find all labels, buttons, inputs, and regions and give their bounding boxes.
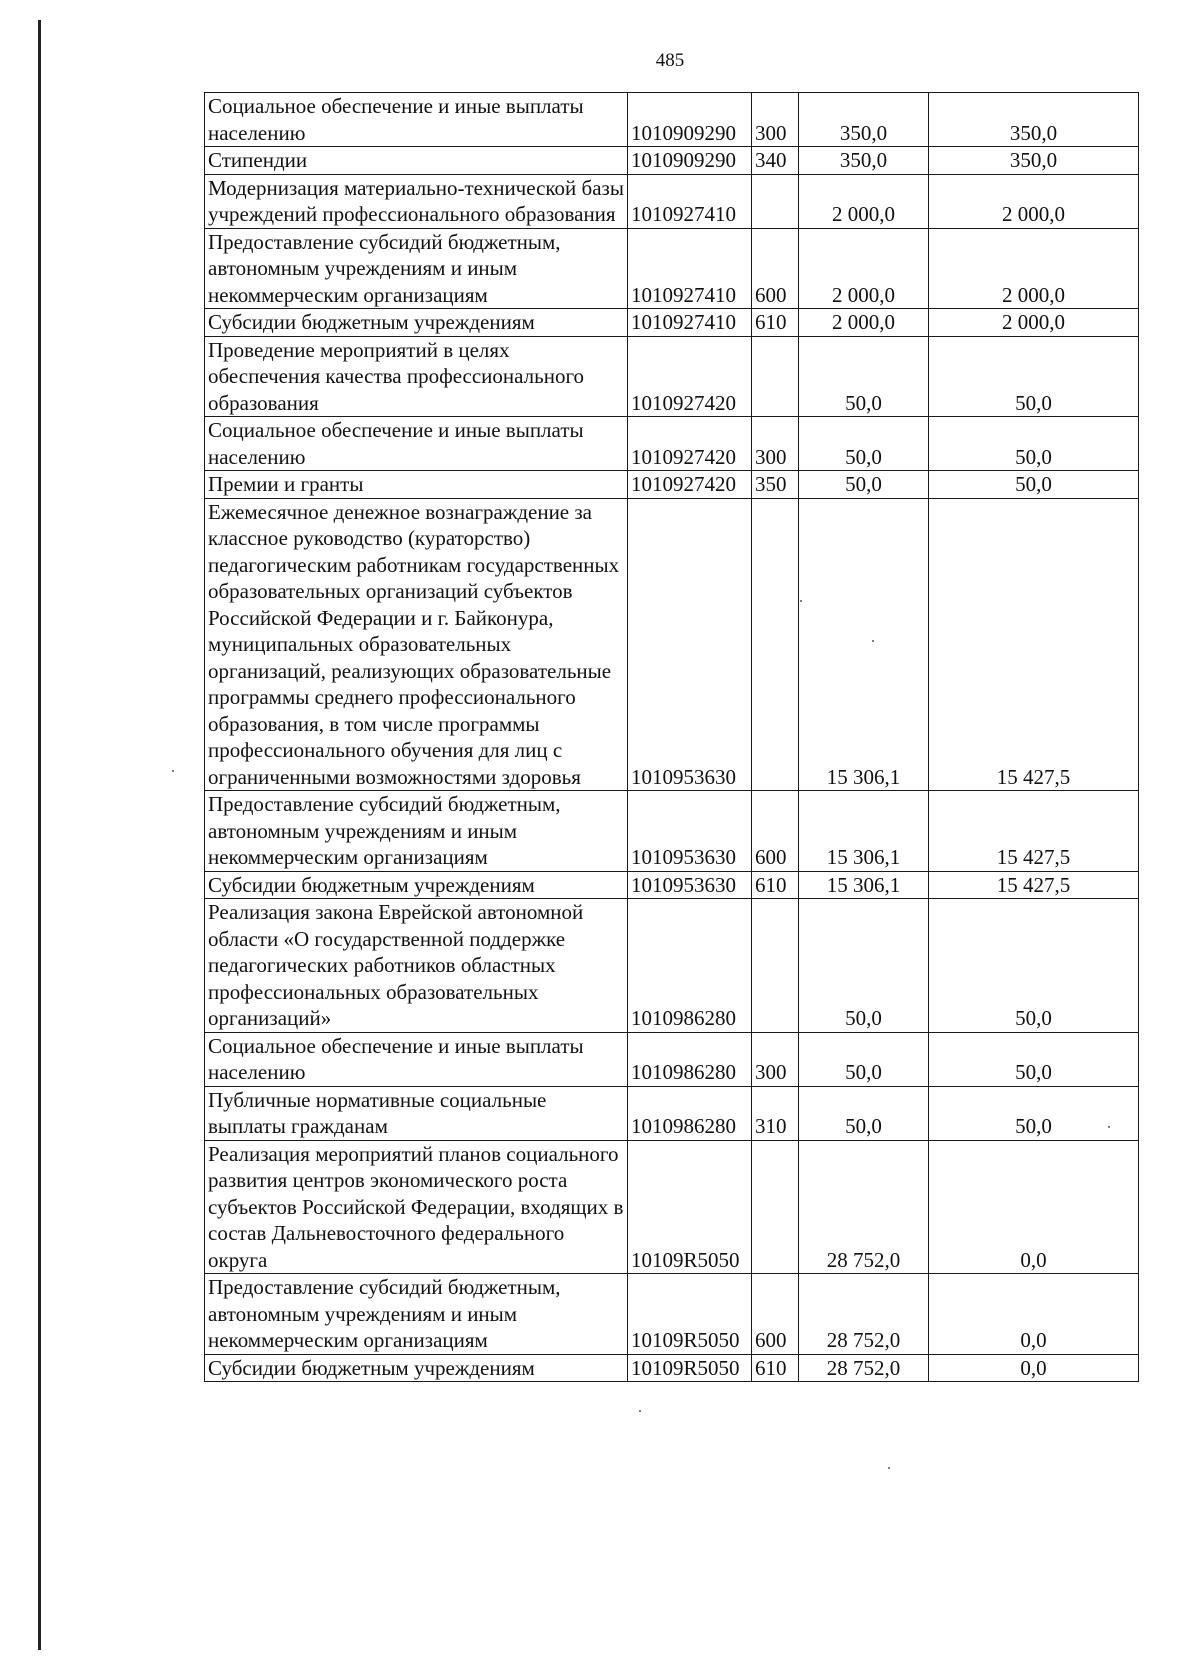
- row-name-cell: Реализация мероприятий планов социального развития центров экономического роста субъектов Российской Федерации, входящих в состав Дальневосточного федерального округа: [205, 1140, 628, 1274]
- row-value-2-cell: 15 427,5: [929, 498, 1139, 791]
- budget-table: [204, 92, 1139, 1382]
- row-value-2-cell: 50,0: [929, 336, 1139, 417]
- row-type-cell: 310: [752, 1086, 799, 1140]
- table-row: [205, 417, 1139, 471]
- row-code-cell: 10109R5050: [628, 1140, 752, 1274]
- row-code-cell: 1010953630: [628, 871, 752, 899]
- row-type-cell: [752, 174, 799, 228]
- row-value-2-cell: 0,0: [929, 1140, 1139, 1274]
- row-value-2-cell: 350,0: [929, 147, 1139, 175]
- row-code-cell: 1010927410: [628, 174, 752, 228]
- row-code-cell: 1010909290: [628, 147, 752, 175]
- row-code-cell: 1010986280: [628, 1032, 752, 1086]
- table-row: [205, 1032, 1139, 1086]
- row-value-1-cell: 350,0: [799, 93, 929, 147]
- row-value-1-cell: 50,0: [799, 417, 929, 471]
- row-type-cell: [752, 498, 799, 791]
- row-value-2-cell: 50,0: [929, 1086, 1139, 1140]
- row-type-cell: 340: [752, 147, 799, 175]
- row-code-cell: 1010927410: [628, 228, 752, 309]
- row-type-cell: 610: [752, 871, 799, 899]
- row-name-cell: Субсидии бюджетным учреждениям: [205, 1354, 628, 1382]
- row-value-2-cell: 2 000,0: [929, 309, 1139, 337]
- row-name-cell: Предоставление субсидий бюджетным, автономным учреждениям и иным некоммерческим организациям: [205, 791, 628, 872]
- row-name-cell: Предоставление субсидий бюджетным, автономным учреждениям и иным некоммерческим организациям: [205, 228, 628, 309]
- scan-speck: [172, 770, 174, 772]
- row-value-1-cell: 15 306,1: [799, 871, 929, 899]
- row-name-cell: Субсидии бюджетным учреждениям: [205, 871, 628, 899]
- row-type-cell: 300: [752, 1032, 799, 1086]
- row-value-1-cell: 50,0: [799, 899, 929, 1033]
- row-name-cell: Публичные нормативные социальные выплаты гражданам: [205, 1086, 628, 1140]
- row-name-cell: Стипендии: [205, 147, 628, 175]
- row-value-2-cell: 350,0: [929, 93, 1139, 147]
- row-type-cell: 610: [752, 1354, 799, 1382]
- row-value-2-cell: 50,0: [929, 471, 1139, 499]
- row-name-cell: Предоставление субсидий бюджетным, автономным учреждениям и иным некоммерческим организациям: [205, 1274, 628, 1355]
- row-type-cell: 300: [752, 417, 799, 471]
- row-code-cell: 1010927420: [628, 417, 752, 471]
- scan-edge-line: [38, 20, 41, 1650]
- table-row: [205, 174, 1139, 228]
- row-name-cell: Проведение мероприятий в целях обеспечения качества профессионального образования: [205, 336, 628, 417]
- row-value-2-cell: 2 000,0: [929, 174, 1139, 228]
- row-name-cell: Премии и гранты: [205, 471, 628, 499]
- row-value-1-cell: 50,0: [799, 471, 929, 499]
- row-value-2-cell: 0,0: [929, 1274, 1139, 1355]
- page-number: 485: [655, 50, 685, 71]
- row-code-cell: 1010986280: [628, 899, 752, 1033]
- table-row: [205, 147, 1139, 175]
- scan-speck: [888, 1467, 890, 1469]
- row-type-cell: 600: [752, 228, 799, 309]
- row-name-cell: Модернизация материально-технической базы учреждений профессионального образования: [205, 174, 628, 228]
- row-name-cell: Ежемесячное денежное вознаграждение за классное руководство (кураторство) педагогическим работникам государственных образовательных организаций субъектов Российской Федерации и г. Байконура, муниципальных образовательных организаций, реализующих образовательные программы среднего профессионального образования, в том числе программы профессионального обучения для лиц с ограниченными возможностями здоровья: [205, 498, 628, 791]
- table-row: [205, 899, 1139, 1033]
- row-value-1-cell: 50,0: [799, 1032, 929, 1086]
- row-value-1-cell: 28 752,0: [799, 1140, 929, 1274]
- row-value-2-cell: 50,0: [929, 899, 1139, 1033]
- row-code-cell: 1010953630: [628, 791, 752, 872]
- table-row: [205, 1086, 1139, 1140]
- row-value-2-cell: 15 427,5: [929, 871, 1139, 899]
- row-value-2-cell: 15 427,5: [929, 791, 1139, 872]
- row-value-2-cell: 2 000,0: [929, 228, 1139, 309]
- row-type-cell: [752, 1140, 799, 1274]
- row-code-cell: 1010927420: [628, 471, 752, 499]
- row-code-cell: 10109R5050: [628, 1354, 752, 1382]
- scan-speck: [800, 600, 802, 602]
- row-value-1-cell: 50,0: [799, 1086, 929, 1140]
- table-row: [205, 228, 1139, 309]
- row-type-cell: 610: [752, 309, 799, 337]
- row-code-cell: 1010927420: [628, 336, 752, 417]
- table-row: [205, 471, 1139, 499]
- row-value-1-cell: 350,0: [799, 147, 929, 175]
- budget-table-body: [205, 93, 1139, 1382]
- scan-speck: [639, 1410, 641, 1412]
- row-value-2-cell: 50,0: [929, 417, 1139, 471]
- row-type-cell: 600: [752, 1274, 799, 1355]
- row-code-cell: 1010909290: [628, 93, 752, 147]
- row-value-1-cell: 2 000,0: [799, 228, 929, 309]
- row-name-cell: Реализация закона Еврейской автономной области «О государственной поддержке педагогических работников областных профессиональных образовательных организаций»: [205, 899, 628, 1033]
- row-code-cell: 1010986280: [628, 1086, 752, 1140]
- row-name-cell: Социальное обеспечение и иные выплаты населению: [205, 1032, 628, 1086]
- table-row: [205, 791, 1139, 872]
- table-row: [205, 336, 1139, 417]
- row-type-cell: [752, 336, 799, 417]
- row-type-cell: 300: [752, 93, 799, 147]
- scan-speck: [872, 640, 874, 642]
- row-value-1-cell: 15 306,1: [799, 791, 929, 872]
- row-code-cell: 1010927410: [628, 309, 752, 337]
- row-code-cell: 1010953630: [628, 498, 752, 791]
- row-type-cell: [752, 899, 799, 1033]
- row-name-cell: Социальное обеспечение и иные выплаты населению: [205, 93, 628, 147]
- row-type-cell: 600: [752, 791, 799, 872]
- table-row: [205, 93, 1139, 147]
- row-value-1-cell: 50,0: [799, 336, 929, 417]
- table-row: [205, 871, 1139, 899]
- table-row: [205, 1274, 1139, 1355]
- row-value-2-cell: 0,0: [929, 1354, 1139, 1382]
- row-value-1-cell: 15 306,1: [799, 498, 929, 791]
- row-name-cell: Субсидии бюджетным учреждениям: [205, 309, 628, 337]
- row-name-cell: Социальное обеспечение и иные выплаты населению: [205, 417, 628, 471]
- row-code-cell: 10109R5050: [628, 1274, 752, 1355]
- table-row: [205, 1140, 1139, 1274]
- row-value-1-cell: 2 000,0: [799, 174, 929, 228]
- row-value-1-cell: 28 752,0: [799, 1354, 929, 1382]
- scan-speck: [1108, 1126, 1110, 1128]
- table-row: [205, 498, 1139, 791]
- table-row: [205, 1354, 1139, 1382]
- row-value-1-cell: 28 752,0: [799, 1274, 929, 1355]
- table-row: [205, 309, 1139, 337]
- row-type-cell: 350: [752, 471, 799, 499]
- row-value-2-cell: 50,0: [929, 1032, 1139, 1086]
- row-value-1-cell: 2 000,0: [799, 309, 929, 337]
